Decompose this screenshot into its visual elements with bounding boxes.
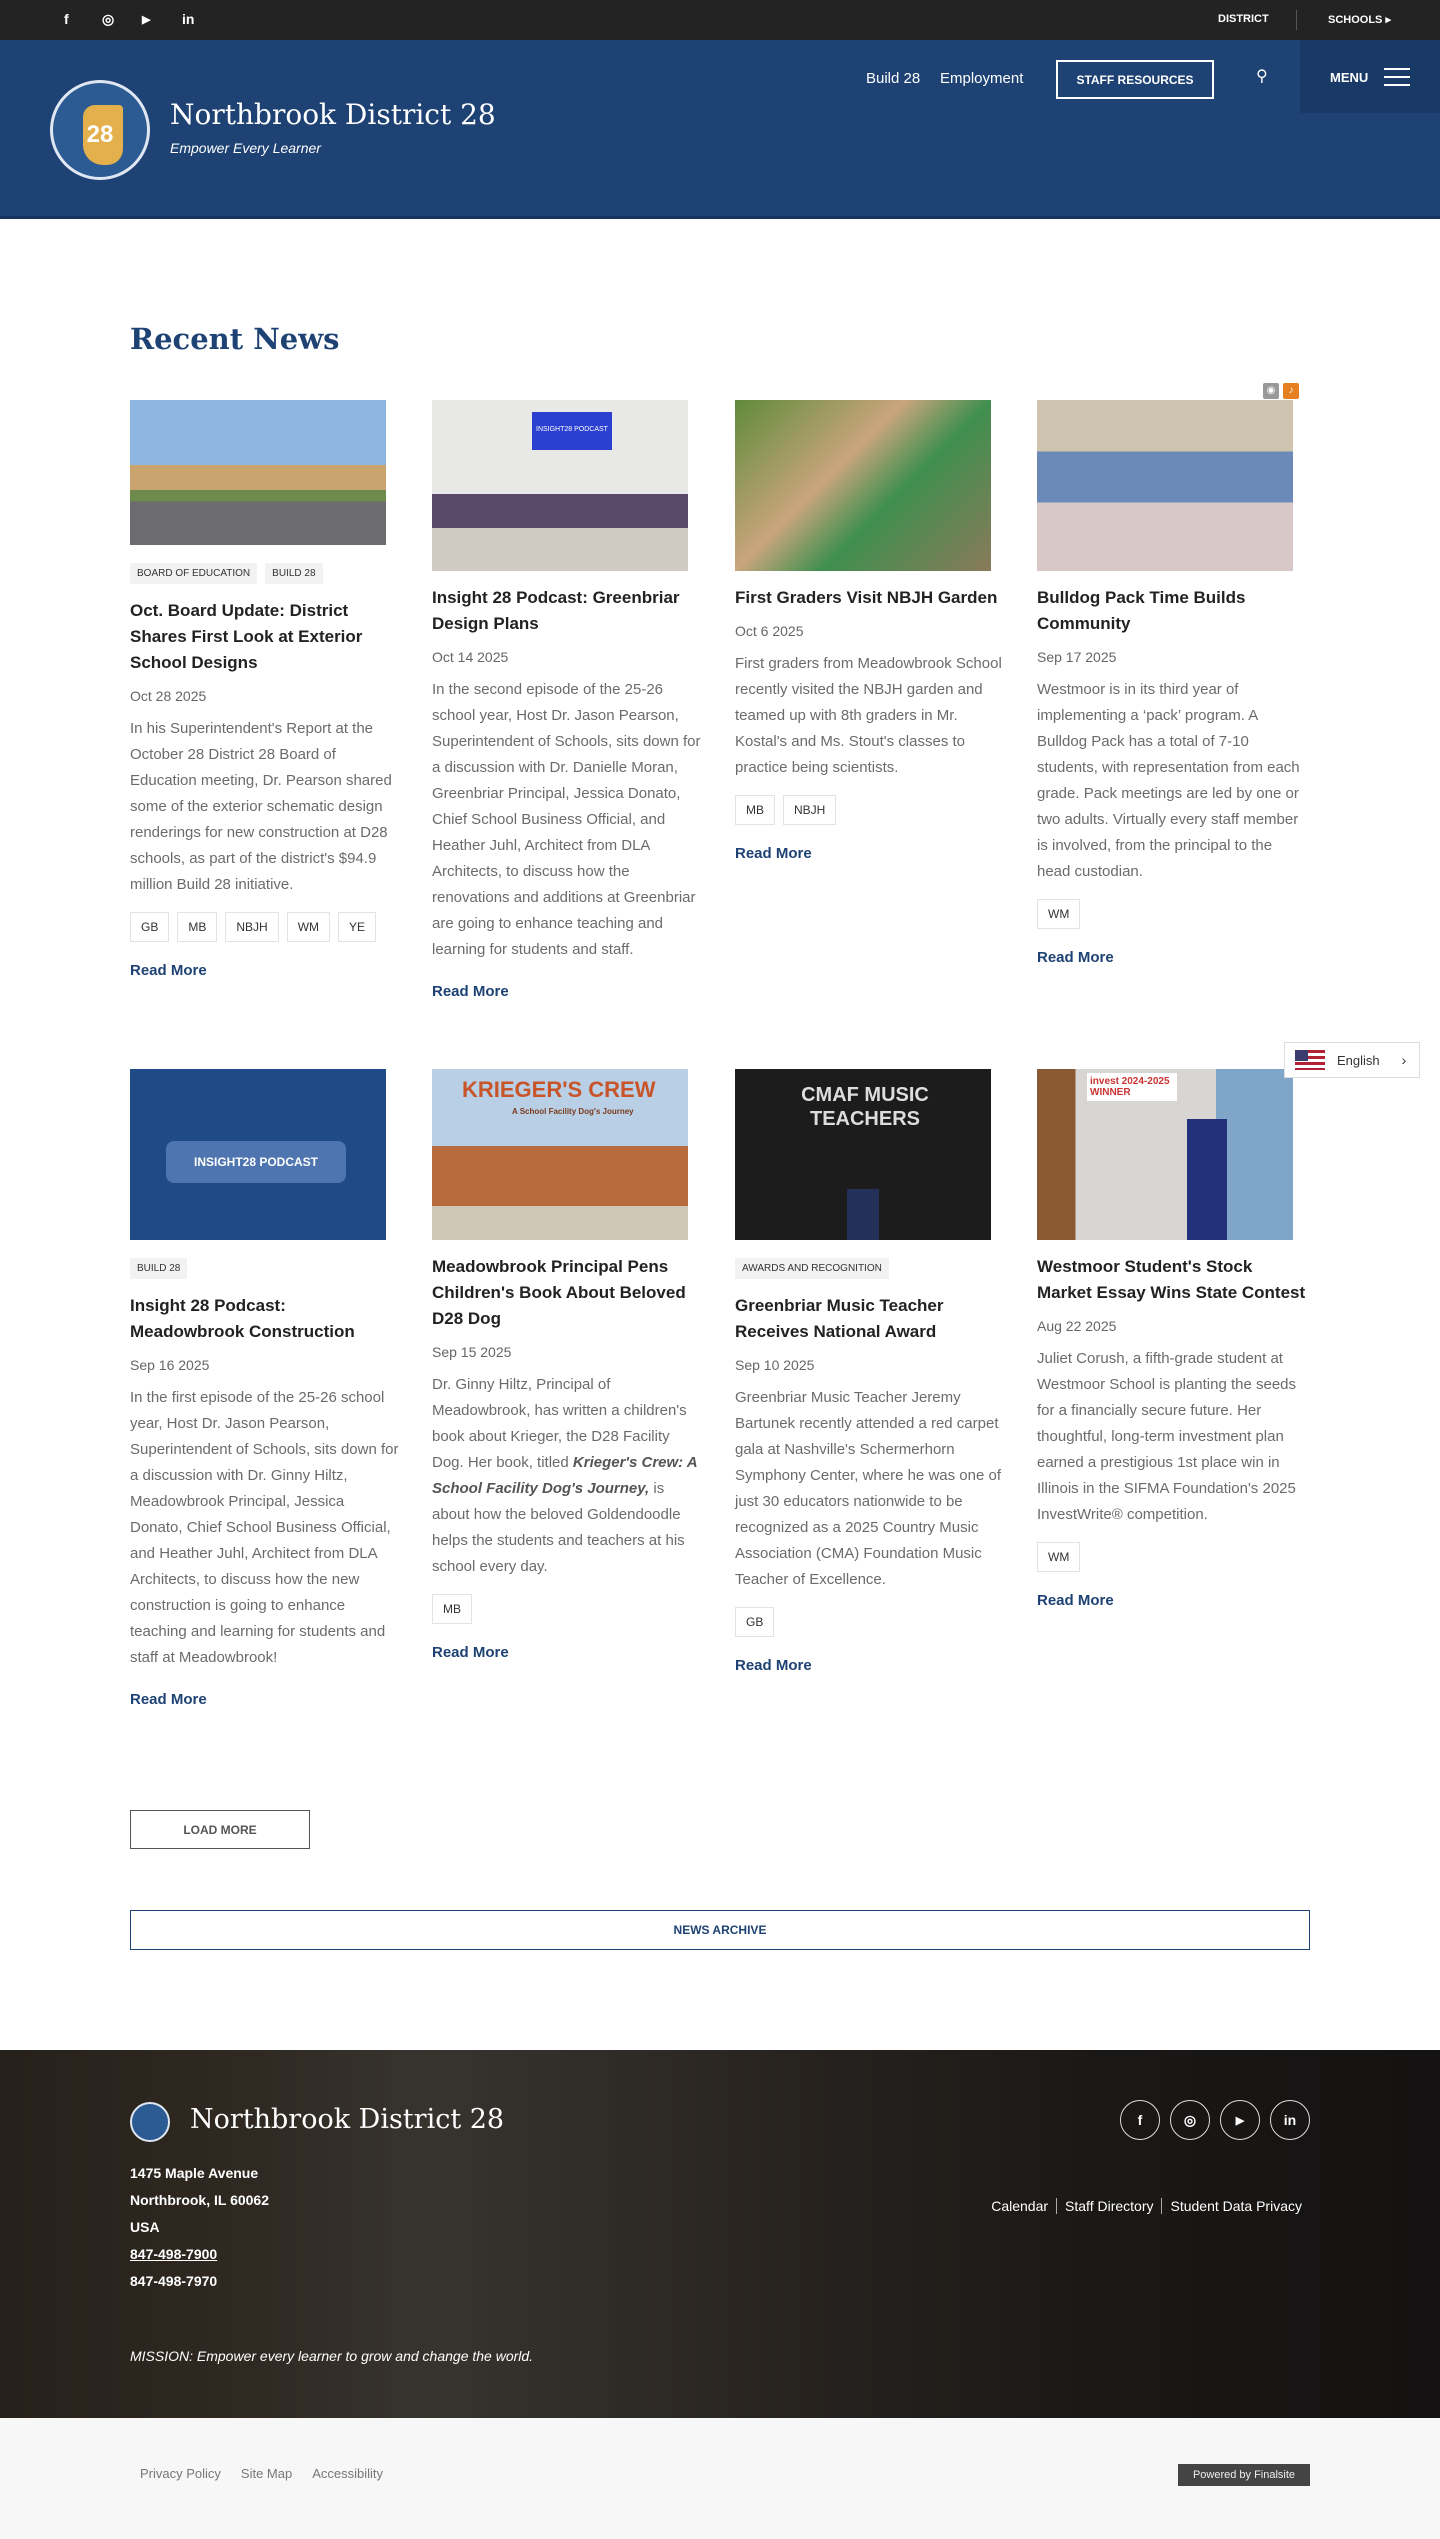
- footer-links: [983, 2198, 1310, 2214]
- news-title[interactable]: Greenbriar Music Teacher Receives National Award: [735, 1296, 944, 1341]
- read-more-link[interactable]: Read More: [1037, 949, 1114, 966]
- news-summary: In the second episode of the 25-26 school year, Host Dr. Jason Pearson, Superintendent of Schools, sits down for a discussion with Dr. Danielle Moran, Greenbriar Principal, Jessica Donato, Chief School Business Official, and Heather Juhl, Architect from DLA Architects, to discuss how the renovations and additions at Greenbriar are going to enhance teaching and learning for students and staff.: [432, 681, 701, 958]
- news-title[interactable]: Bulldog Pack Time Builds Community: [1037, 588, 1246, 633]
- footer-link-staff-directory[interactable]: Staff Directory: [1056, 2198, 1161, 2214]
- us-flag-icon: [1295, 1050, 1325, 1070]
- read-more-link[interactable]: Read More: [130, 962, 207, 979]
- instagram-icon[interactable]: ◎: [1170, 2100, 1210, 2140]
- district-logo[interactable]: [50, 80, 150, 180]
- linkedin-icon[interactable]: in: [182, 11, 195, 27]
- logo-number: 28: [86, 121, 114, 148]
- menu-label: MENU: [1330, 70, 1369, 85]
- banner-art: invest 2024-2025 WINNER: [1087, 1073, 1177, 1101]
- news-card: [1037, 400, 1307, 966]
- news-image[interactable]: [432, 1069, 688, 1240]
- news-card: [735, 400, 1005, 862]
- facebook-icon[interactable]: f: [1120, 2100, 1160, 2140]
- news-title[interactable]: Oct. Board Update: District Shares First Look at Exterior School Designs: [130, 601, 363, 672]
- podcast-screen: INSIGHT28 PODCAST: [532, 412, 612, 450]
- news-card: [432, 400, 702, 1000]
- mission-statement: MISSION: Empower every learner to grow and change the world.: [130, 2348, 534, 2364]
- phone-link[interactable]: 847-498-7900: [130, 2246, 218, 2262]
- school-tag[interactable]: WM: [1037, 899, 1080, 929]
- chevron-right-icon: ›: [1401, 1052, 1407, 1068]
- news-image[interactable]: [130, 400, 386, 545]
- site-map-link[interactable]: Site Map: [240, 2466, 293, 2481]
- category-badge[interactable]: BUILD 28: [130, 1258, 187, 1279]
- site-tagline: Empower Every Learner: [170, 140, 321, 156]
- news-date: Sep 10 2025: [735, 1357, 815, 1373]
- news-card: [432, 1069, 702, 1661]
- footer-logo[interactable]: [130, 2102, 170, 2142]
- news-date: Aug 22 2025: [1037, 1318, 1117, 1334]
- notification-bell-icon[interactable]: ♪: [1283, 383, 1299, 399]
- news-card: [1037, 1069, 1307, 1609]
- load-more-button[interactable]: LOAD MORE: [130, 1810, 310, 1849]
- recent-news-heading: Recent News: [130, 322, 340, 356]
- site-header: [0, 40, 1440, 219]
- nav-build-28[interactable]: Build 28: [866, 70, 921, 87]
- news-title[interactable]: First Graders Visit NBJH Garden: [735, 588, 998, 607]
- news-date: Sep 17 2025: [1037, 649, 1117, 665]
- news-card: [130, 400, 400, 979]
- school-tag[interactable]: MB: [432, 1594, 472, 1624]
- site-title[interactable]: Northbrook District 28: [170, 98, 496, 131]
- rss-icon[interactable]: ◉: [1263, 383, 1279, 399]
- news-summary: In the first episode of the 25-26 school year, Host Dr. Jason Pearson, Superintendent of Schools, sits down for a discussion with Dr. Ginny Hiltz, Meadowbrook Principal, Jessica Donato, Chief School Business Official, and Heather Juhl, Architect from DLA Architects, to discuss how the new construction is going to enhance teaching and learning for students and staff at Meadowbrook!: [130, 1389, 399, 1666]
- fax-number: 847-498-7970: [130, 2273, 218, 2289]
- bottom-bar: [0, 2418, 1440, 2539]
- menu-button[interactable]: [1300, 40, 1440, 113]
- news-image[interactable]: [735, 1069, 991, 1240]
- read-more-link[interactable]: Read More: [130, 1691, 207, 1708]
- divider: [1296, 10, 1297, 30]
- school-tag[interactable]: NBJH: [225, 912, 278, 942]
- news-summary: Westmoor is in its third year of implementing a ‘pack’ program. A Bulldog Pack has a total of 7-10 students, with representation from each grade. Pack meetings are led by one or two adults. Virtually every staff member is involved, from the principal to the head custodian.: [1037, 681, 1300, 880]
- category-badge[interactable]: AWARDS AND RECOGNITION: [735, 1258, 889, 1279]
- news-summary: [432, 1372, 702, 1580]
- footer-link-calendar[interactable]: Calendar: [991, 2198, 1049, 2214]
- news-date: Oct 6 2025: [735, 623, 804, 639]
- news-image[interactable]: [735, 400, 991, 571]
- top-bar: [0, 0, 1440, 40]
- news-summary: In his Superintendent's Report at the October 28 District 28 Board of Education meeting, Dr. Pearson shared some of the exterior schematic design renderings for new construction at D28 schools, as part of the district's $94.9 million Build 28 initiative.: [130, 720, 392, 893]
- news-image[interactable]: [432, 400, 688, 571]
- category-badge[interactable]: BUILD 28: [265, 563, 322, 584]
- news-title[interactable]: Meadowbrook Principal Pens Children's Book About Beloved D28 Dog: [432, 1257, 686, 1328]
- district-link[interactable]: DISTRICT: [1218, 13, 1269, 25]
- read-more-link[interactable]: Read More: [432, 983, 509, 1000]
- read-more-link[interactable]: Read More: [432, 1644, 509, 1661]
- news-date: Oct 14 2025: [432, 649, 509, 665]
- search-icon[interactable]: ⚲: [1256, 68, 1268, 85]
- school-tag[interactable]: WM: [287, 912, 330, 942]
- feed-icons: [1263, 383, 1299, 399]
- school-tag[interactable]: MB: [177, 912, 217, 942]
- youtube-icon[interactable]: ▶: [1220, 2100, 1260, 2140]
- read-more-link[interactable]: Read More: [735, 1657, 812, 1674]
- news-image[interactable]: [1037, 1069, 1293, 1240]
- person-figure: [847, 1189, 879, 1240]
- powered-by-finalsite-badge[interactable]: Powered by Finalsite: [1178, 2464, 1310, 2486]
- language-selector[interactable]: [1284, 1042, 1420, 1078]
- school-tag[interactable]: MB: [735, 795, 775, 825]
- accessibility-link[interactable]: Accessibility: [312, 2466, 384, 2481]
- news-summary: Greenbriar Music Teacher Jeremy Bartunek recently attended a red carpet gala at Nashville's Schermerhorn Symphony Center, where he was one of just 30 educators nationwide to be recognized as a 2025 Country Music Association (CMA) Foundation Music Teacher of Excellence.: [735, 1389, 1001, 1588]
- news-archive-button[interactable]: NEWS ARCHIVE: [130, 1910, 1310, 1950]
- address-line: USA: [130, 2219, 160, 2235]
- privacy-policy-link[interactable]: Privacy Policy: [140, 2466, 221, 2481]
- school-tag[interactable]: WM: [1037, 1542, 1080, 1572]
- news-date: Sep 16 2025: [130, 1357, 210, 1373]
- news-card: [130, 1069, 400, 1708]
- school-tag[interactable]: NBJH: [783, 795, 836, 825]
- footer-address: [130, 2160, 269, 2295]
- linkedin-icon[interactable]: in: [1270, 2100, 1310, 2140]
- news-image[interactable]: [1037, 400, 1293, 571]
- instagram-icon[interactable]: ◎: [102, 11, 115, 27]
- news-date: Oct 28 2025: [130, 688, 207, 704]
- category-badge[interactable]: BOARD OF EDUCATION: [130, 563, 257, 584]
- news-title[interactable]: Insight 28 Podcast: Greenbriar Design Plans: [432, 588, 680, 633]
- student-figure: [1187, 1119, 1227, 1240]
- footer-title: Northbrook District 28: [190, 2104, 505, 2135]
- read-more-link[interactable]: Read More: [735, 845, 812, 862]
- podcast-graphic: INSIGHT28 PODCAST: [166, 1141, 346, 1183]
- news-summary: Juliet Corush, a fifth-grade student at Westmoor School is planting the seeds for a financially secure future. Her thoughtful, long-term investment plan earned a prestigious 1st place win in Illinois in the SIFMA Foundation's 2025 InvestWrite® competition.: [1037, 1350, 1297, 1523]
- youtube-icon[interactable]: ▶: [142, 14, 151, 26]
- book-title-art: KRIEGER'S CREW: [462, 1077, 656, 1102]
- book-title: Krieger's Crew: A School Facility Dog's Journey,: [432, 1454, 698, 1497]
- read-more-link[interactable]: Read More: [1037, 1592, 1114, 1609]
- facebook-icon[interactable]: f: [64, 11, 69, 27]
- news-title[interactable]: Westmoor Student's Stock Market Essay Wins State Contest: [1037, 1257, 1306, 1302]
- news-summary: First graders from Meadowbrook School recently visited the NBJH garden and teamed up with 8th graders in Mr. Kostal's and Ms. Stout's classes to practice being scientists.: [735, 655, 1002, 776]
- cmaf-backdrop: CMAF MUSIC TEACHERS: [801, 1084, 929, 1130]
- summary-text: is about how the beloved Goldendoodle helps the students and teachers at his school every day.: [432, 1480, 685, 1575]
- schools-dropdown[interactable]: SCHOOLS ▸: [1328, 14, 1391, 26]
- hamburger-icon: [1384, 68, 1410, 86]
- site-footer: [0, 2050, 1440, 2418]
- news-date: Sep 15 2025: [432, 1344, 512, 1360]
- staff-resources-button[interactable]: STAFF RESOURCES: [1056, 60, 1214, 99]
- book-subtitle-art: A School Facility Dog's Journey: [512, 1107, 634, 1116]
- address-line: Northbrook, IL 60062: [130, 2192, 270, 2208]
- news-image[interactable]: [130, 1069, 386, 1240]
- news-card: [735, 1069, 1005, 1674]
- news-title[interactable]: Insight 28 Podcast: Meadowbrook Construction: [130, 1296, 355, 1341]
- nav-employment[interactable]: Employment: [940, 70, 1024, 87]
- school-tag[interactable]: GB: [130, 912, 169, 942]
- school-tag[interactable]: GB: [735, 1607, 774, 1637]
- language-label: English: [1337, 1052, 1380, 1068]
- address-line: 1475 Maple Avenue: [130, 2165, 259, 2181]
- footer-link-student-data-privacy[interactable]: Student Data Privacy: [1161, 2198, 1310, 2214]
- school-tag[interactable]: YE: [338, 912, 376, 942]
- summary-text: Dr. Ginny Hiltz, Principal of Meadowbrook, has written a children's book about Krieger, the D28 Facility Dog. Her book, titled: [432, 1376, 687, 1471]
